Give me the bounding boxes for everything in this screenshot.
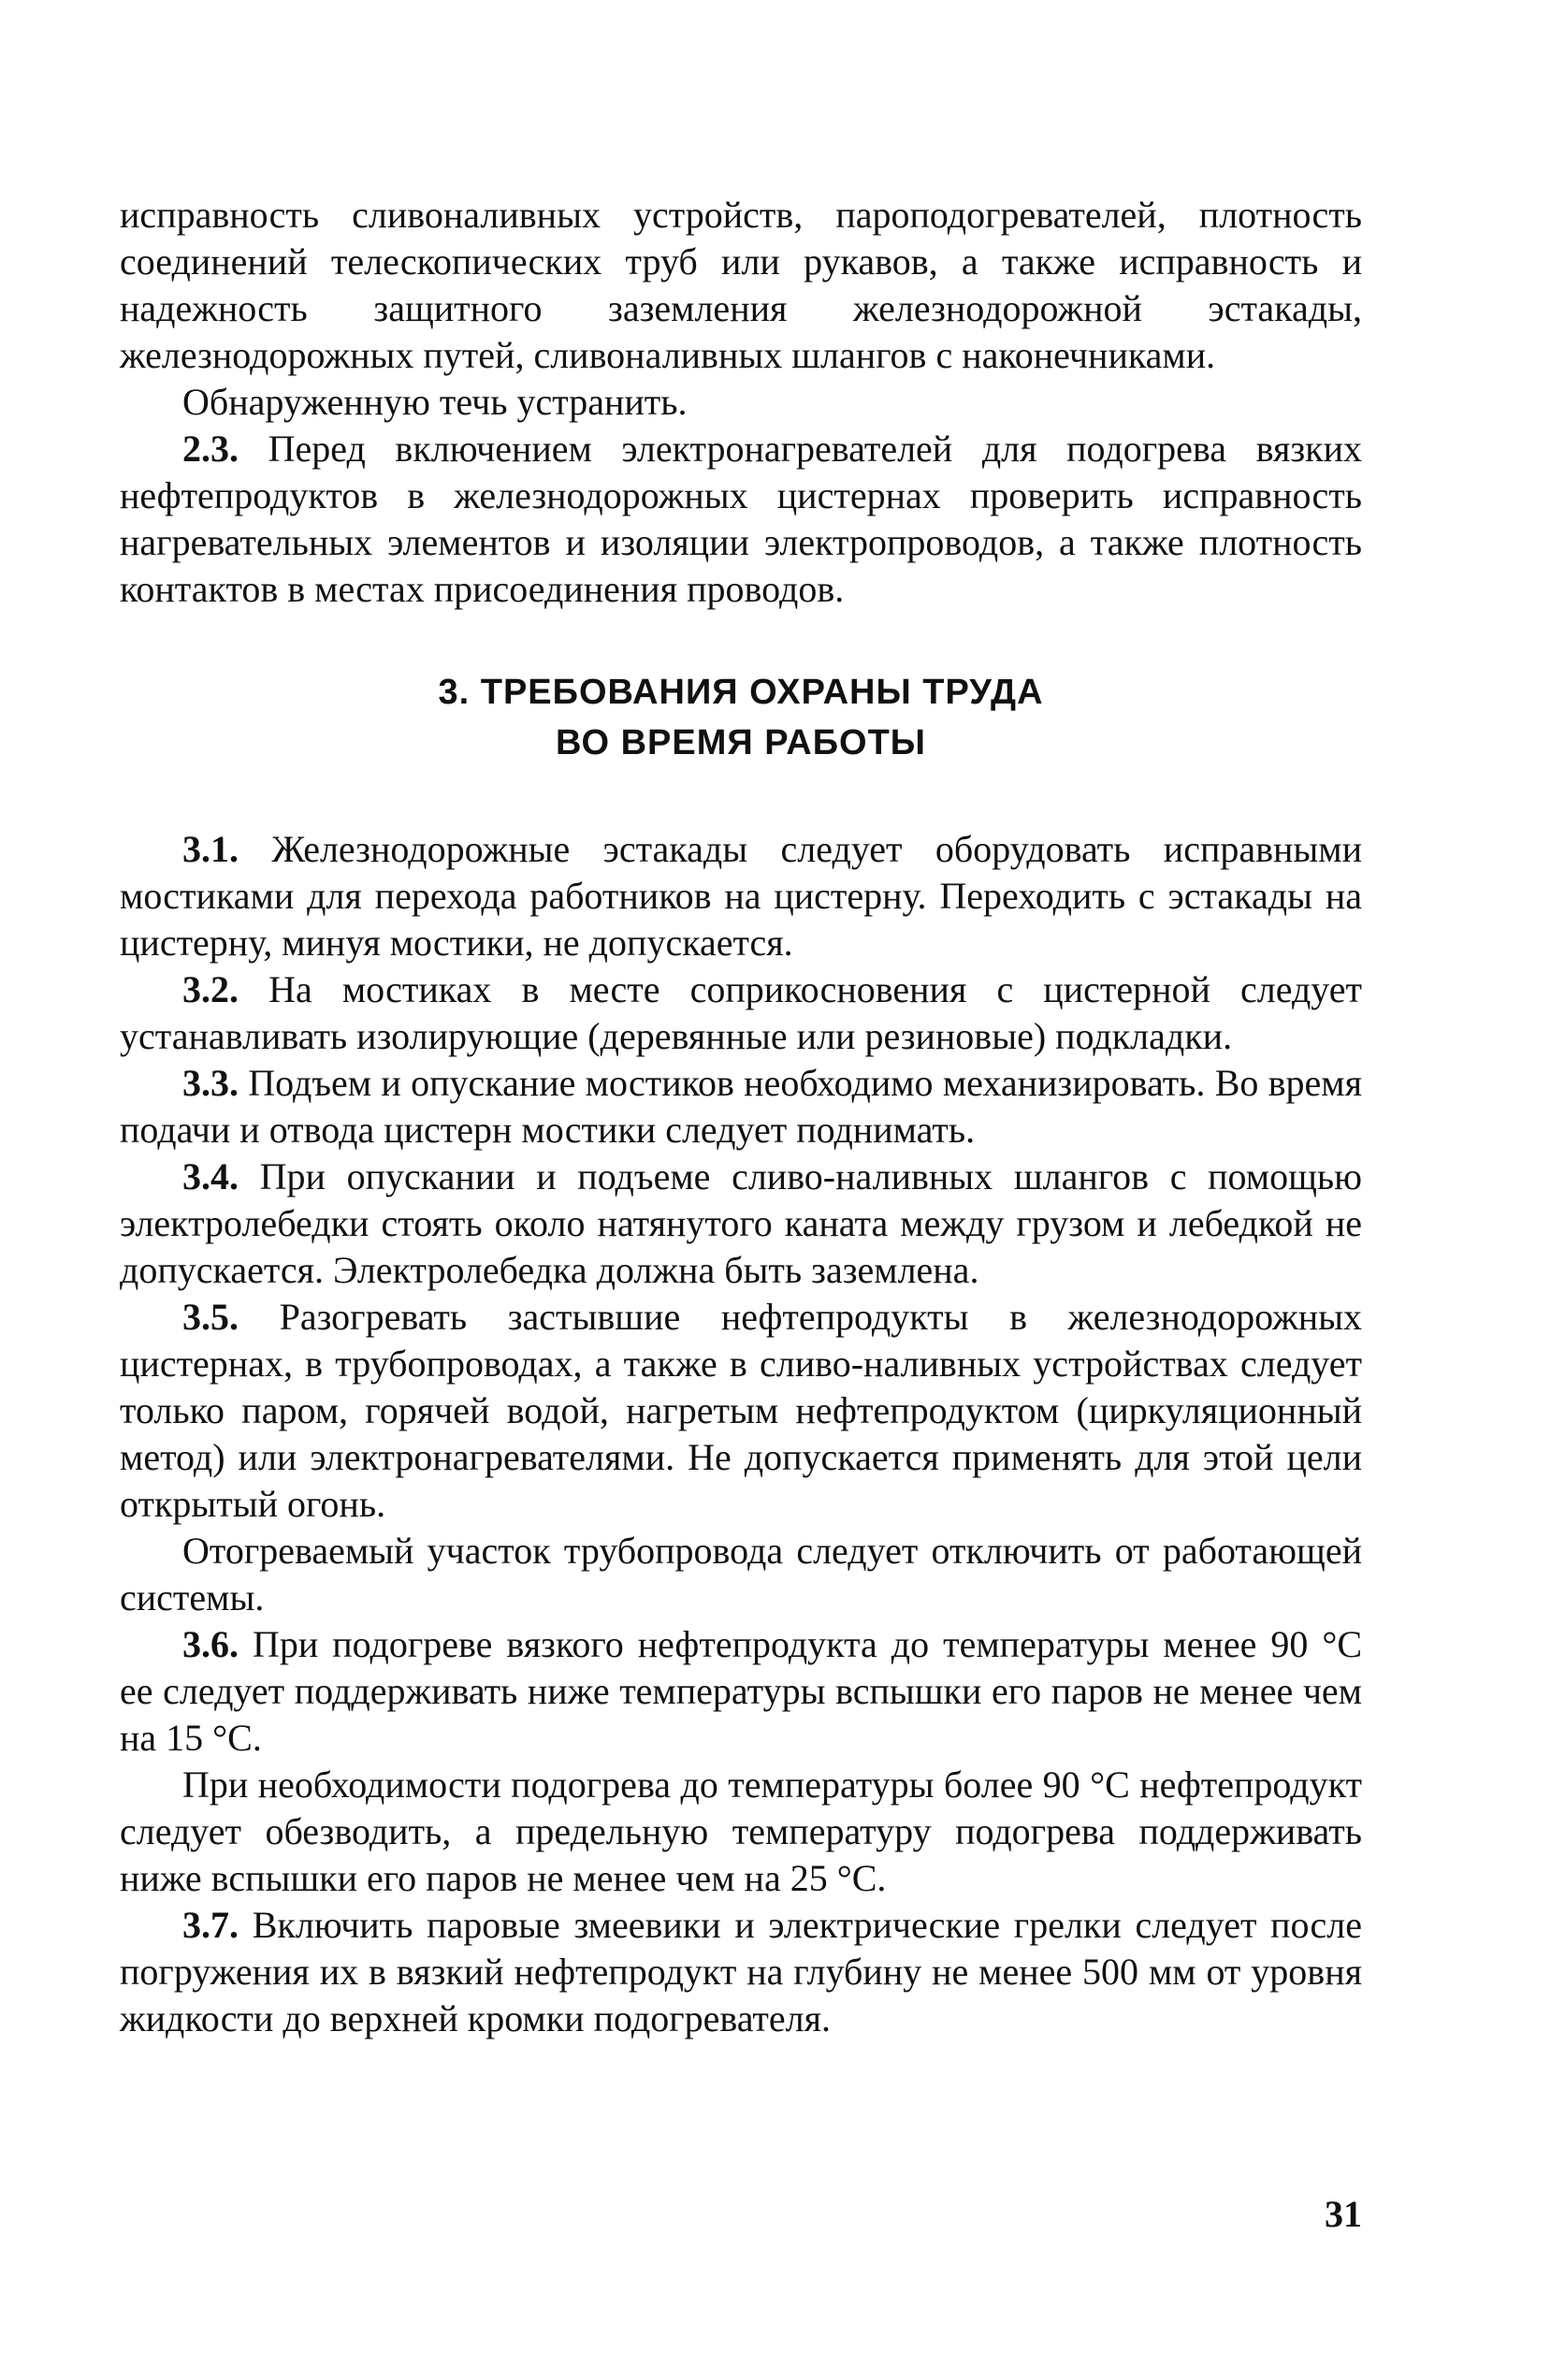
item-3-2	[120, 966, 1362, 1060]
item-number: 3.3.	[182, 1062, 239, 1104]
item-3-1	[120, 826, 1362, 966]
item-text: При подогреве вязкого нефтепродукта до температуры менее 90 °С ее следует поддерживать ниже температуры вспышки его паров не менее чем на 15 °С.	[120, 1623, 1362, 1759]
item-number: 3.6.	[182, 1623, 239, 1665]
section-heading-line-1: 3. ТРЕБОВАНИЯ ОХРАНЫ ТРУДА	[438, 673, 1044, 712]
item-3-6-note: При необходимости подогрева до температуры более 90 °С нефтепродукт следует обезводить, а предельную температуру подогрева поддерживать ниже вспышки его паров не менее чем на 25 °С.	[120, 1763, 1362, 1899]
item-number: 3.4.	[182, 1155, 239, 1197]
item-3-5-note: Отогреваемый участок трубопровода следует отключить от работающей системы.	[120, 1530, 1362, 1618]
item-text: Включить паровые змеевики и электрические грелки следует после погружения их в вязкий нефтепродукт на глубину не менее 500 мм от уровня жидкости до верхней кромки подогревателя.	[120, 1904, 1363, 2039]
body-text	[120, 192, 1362, 2042]
item-text: При опускании и подъеме сливо-наливных шлангов с помощью электролебедки стоять около натянутого каната между грузом и лебедкой не допускается. Электролебедка должна быть заземлена.	[120, 1155, 1363, 1291]
leak-paragraph: Обнаруженную течь устранить.	[182, 381, 688, 423]
item-2-3	[120, 426, 1362, 613]
item-3-6	[120, 1621, 1362, 1762]
section-heading-line-2: ВО ВРЕМЯ РАБОТЫ	[555, 723, 926, 762]
item-number: 3.1.	[182, 828, 239, 870]
item-text: Перед включением электронагревателей для подогрева вязких нефтепродуктов в железнодорожных цистернах проверить исправность нагревательных элементов и изоляции электропроводов, а также плотность контактов в местах присоединения проводов.	[120, 428, 1363, 610]
item-3-5	[120, 1294, 1362, 1528]
item-text: Железнодорожные эстакады следует оборудовать исправными мостиками для перехода работников на цистерну. Переходить с эстакады на цистерну, минуя мостики, не допускается.	[120, 828, 1362, 964]
item-number: 3.5.	[182, 1296, 239, 1338]
intro-paragraph: исправность сливоналивных устройств, пароподогревателей, плотность соединений телескопических труб или рукавов, а также исправность и надежность защитного заземления железнодорожной эстакады, железнодорожных путей, сливоналивных шлангов с наконечниками.	[120, 194, 1362, 376]
item-3-7	[120, 1902, 1362, 2042]
item-number: 3.7.	[182, 1904, 239, 1946]
item-3-3	[120, 1060, 1362, 1154]
item-number: 3.2.	[182, 968, 239, 1010]
section-heading	[120, 667, 1362, 768]
item-3-4	[120, 1154, 1362, 1294]
item-text: На мостиках в месте соприкосновения с цистерной следует устанавливать изолирующие (деревянные или резиновые) подкладки.	[120, 968, 1363, 1057]
item-text: Подъем и опускание мостиков необходимо механизировать. Во время подачи и отвода цистерн мостики следует поднимать.	[120, 1062, 1362, 1151]
item-text: Разогревать застывшие нефтепродукты в железнодорожных цистернах, в трубопроводах, а также в сливо-наливных устройствах следует только паром, горячей водой, нагретым нефтепродуктом (циркуляционный метод) или электронагревателями. Не допускается применять для этой цели открытый огонь.	[120, 1296, 1362, 1525]
item-number: 2.3.	[182, 428, 239, 470]
page-number: 31	[1325, 2193, 1362, 2235]
